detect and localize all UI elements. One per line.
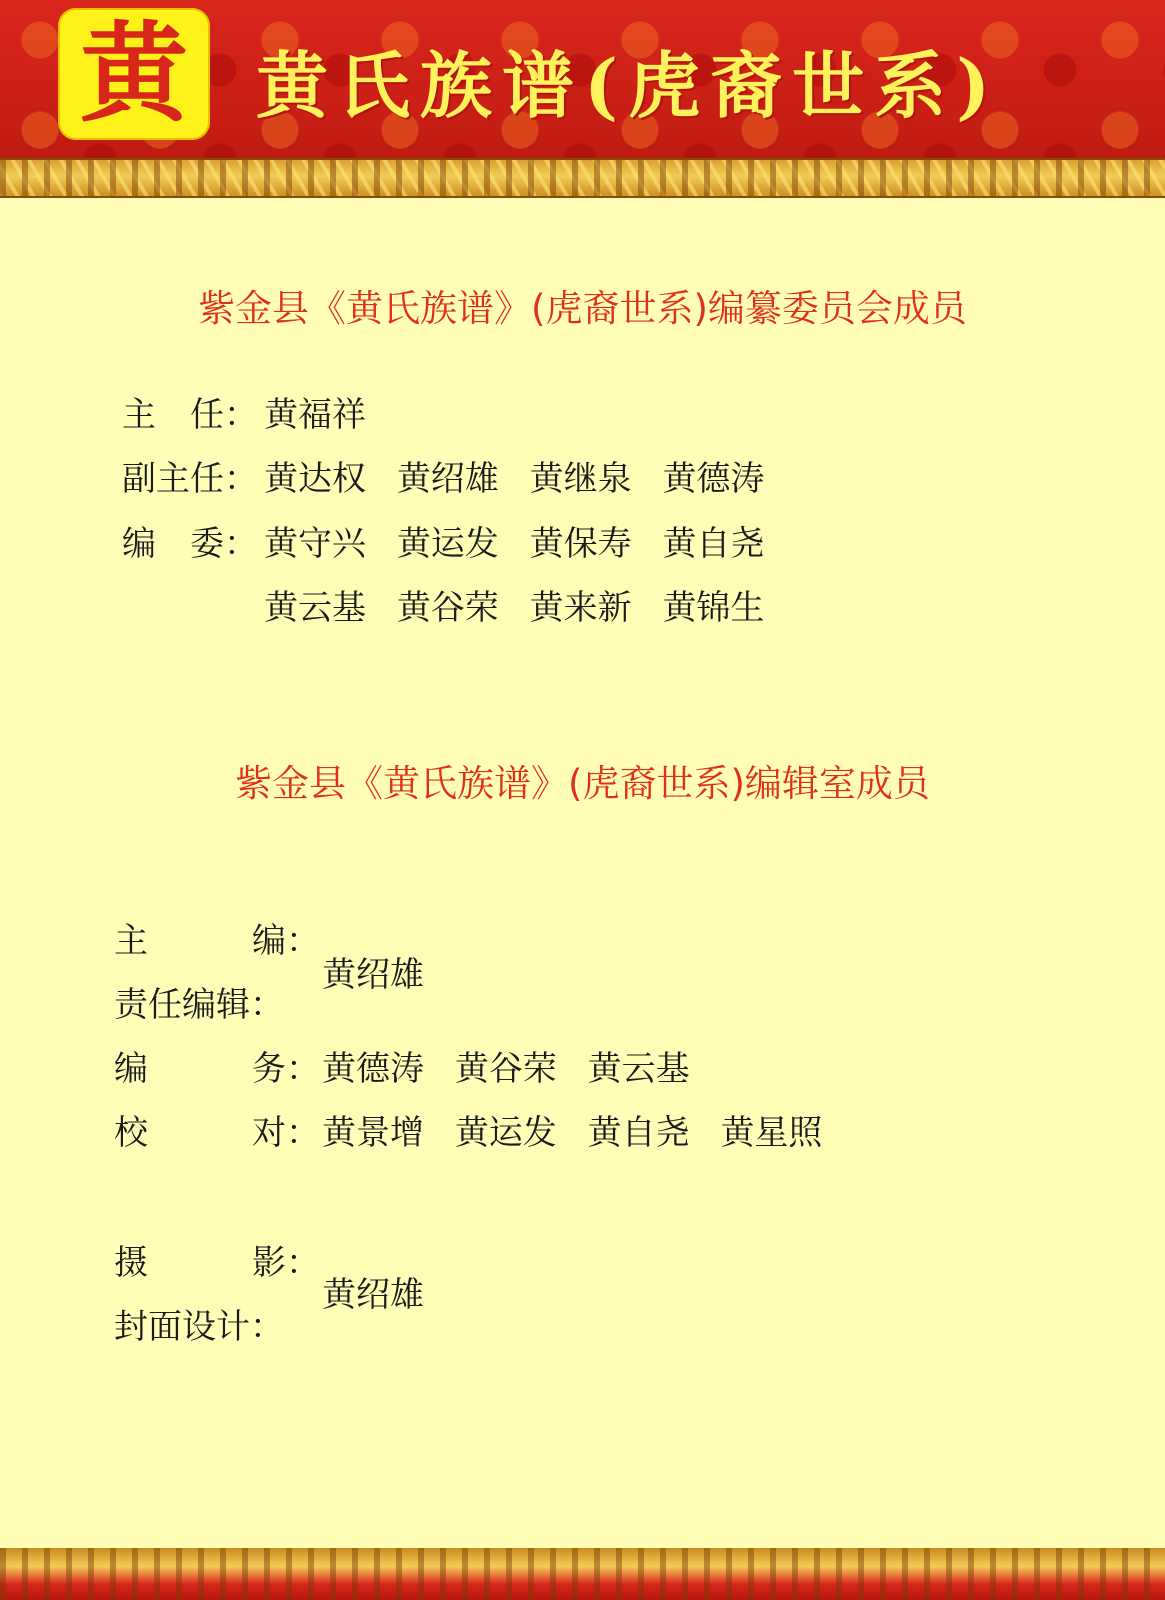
proofreading-names — [322, 1113, 842, 1153]
committee-title: 紫金县《黄氏族谱》(虎裔世系)编纂委员会成员 — [198, 287, 967, 330]
responsible-editor-label: 责任编辑： — [114, 985, 284, 1025]
cover-design-row — [114, 1307, 284, 1347]
committee-row-director — [122, 395, 386, 435]
committee-row-members — [122, 524, 784, 564]
affairs-row — [114, 1049, 710, 1089]
chief-editor-row — [114, 921, 320, 961]
chief-editor-label — [114, 921, 320, 961]
members-label: 编 委： — [122, 524, 258, 564]
photo-label-b: 影： — [252, 1243, 320, 1283]
member-name: 黄运发 — [396, 524, 499, 564]
member-name: 黄云基 — [587, 1049, 690, 1089]
photo-cover-name: 黄绍雄 — [322, 1275, 424, 1315]
member-name: 黄星照 — [720, 1113, 823, 1153]
photography-label — [114, 1243, 320, 1283]
member-name: 黄自尧 — [662, 524, 765, 564]
members-continued-names — [264, 588, 784, 628]
deputy-label: 副主任： — [122, 459, 258, 499]
header-ornamental-border — [0, 158, 1165, 198]
member-name: 黄继泉 — [529, 459, 632, 499]
chief-editor-label-b: 编： — [252, 921, 320, 961]
deputy-names — [264, 459, 784, 499]
header-banner — [0, 0, 1165, 198]
member-name: 黄福祥 — [264, 395, 366, 435]
member-name: 黄德涛 — [322, 1049, 424, 1089]
chief-editor-label-a: 主 — [114, 921, 148, 961]
proof-label-b: 对： — [252, 1113, 320, 1153]
responsible-editor-row — [114, 985, 284, 1025]
director-names — [264, 395, 386, 435]
director-label: 主 任： — [122, 395, 258, 435]
proof-label-a: 校 — [114, 1113, 148, 1153]
editorial-title: 紫金县《黄氏族谱》(虎裔世系)编辑室成员 — [235, 762, 930, 805]
affairs-names — [322, 1049, 710, 1089]
member-name: 黄云基 — [264, 588, 366, 628]
member-name: 黄谷荣 — [396, 588, 499, 628]
member-name: 黄保寿 — [529, 524, 632, 564]
member-name: 黄绍雄 — [396, 459, 499, 499]
member-name: 黄谷荣 — [454, 1049, 557, 1089]
proofreading-label — [114, 1113, 320, 1153]
member-name: 黄来新 — [529, 588, 632, 628]
member-name: 黄锦生 — [662, 588, 765, 628]
member-name: 黄景增 — [322, 1113, 424, 1153]
committee-row-members-continued — [122, 588, 784, 628]
cover-design-label: 封面设计： — [114, 1307, 284, 1347]
affairs-label-a: 编 — [114, 1049, 148, 1089]
member-name: 黄达权 — [264, 459, 366, 499]
logo-seal — [58, 8, 210, 140]
photography-row — [114, 1243, 320, 1283]
header-title: 黄氏族谱(虎裔世系) — [256, 43, 1001, 128]
member-name: 黄运发 — [454, 1113, 557, 1153]
member-name: 黄德涛 — [662, 459, 765, 499]
editor-name: 黄绍雄 — [322, 955, 424, 995]
members-names — [264, 524, 784, 564]
logo-character: 黄 — [79, 11, 188, 137]
proofreading-row — [114, 1113, 842, 1153]
footer-ornamental-border — [0, 1548, 1165, 1600]
affairs-label — [114, 1049, 320, 1089]
member-name: 黄自尧 — [587, 1113, 690, 1153]
committee-row-deputy — [122, 459, 784, 499]
affairs-label-b: 务： — [252, 1049, 320, 1089]
member-name: 黄守兴 — [264, 524, 366, 564]
photo-label-a: 摄 — [114, 1243, 148, 1283]
